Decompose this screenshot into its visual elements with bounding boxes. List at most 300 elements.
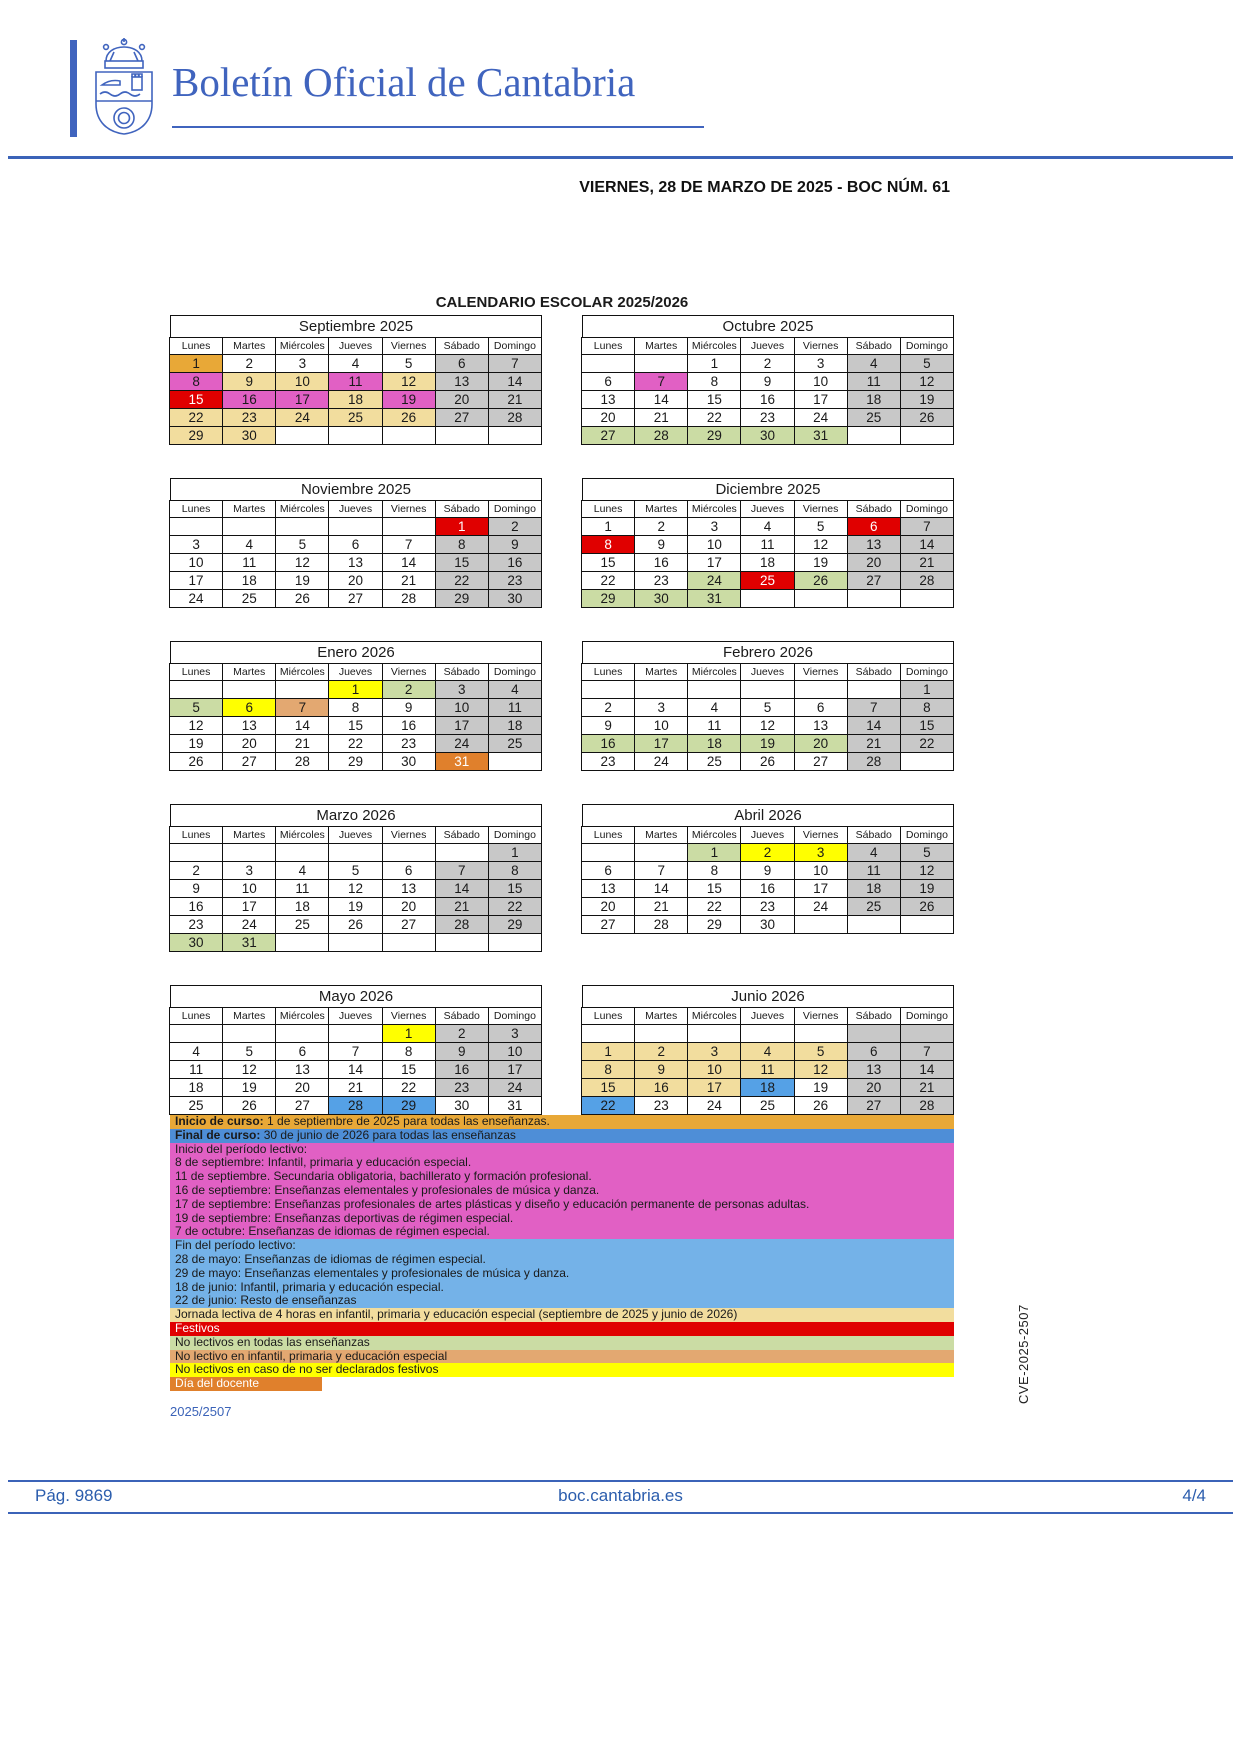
- day-cell: 24: [275, 408, 329, 427]
- weekday-header-cell: Lunes: [581, 1007, 635, 1025]
- day-cell: 21: [634, 408, 688, 427]
- legend-item: 18 de junio: Infantil, primaria y educación especial.: [170, 1281, 954, 1295]
- day-cell: 1: [488, 843, 542, 862]
- weekday-header-cell: Martes: [634, 1007, 688, 1025]
- day-cell: [740, 680, 794, 699]
- day-cell: 30: [222, 426, 276, 445]
- day-cell: 13: [581, 879, 635, 898]
- day-cell: 28: [900, 1096, 954, 1115]
- day-cell: 6: [222, 698, 276, 717]
- day-cell: 30: [169, 933, 223, 952]
- weekday-header-cell: Viernes: [794, 663, 848, 681]
- day-cell: 5: [382, 354, 436, 373]
- day-cell: 17: [435, 716, 489, 735]
- day-cell: [488, 426, 542, 445]
- day-cell: 24: [634, 752, 688, 771]
- day-cell: 5: [794, 517, 848, 536]
- day-cell: 12: [900, 861, 954, 880]
- weekday-header-cell: Miércoles: [275, 500, 329, 518]
- day-cell: 14: [900, 535, 954, 554]
- weekday-header-cell: Jueves: [328, 663, 382, 681]
- day-cell: 24: [794, 897, 848, 916]
- day-cell: 5: [275, 535, 329, 554]
- day-cell: [581, 843, 635, 862]
- day-cell: 9: [169, 879, 223, 898]
- day-cell: 26: [794, 1096, 848, 1115]
- day-cell: 9: [634, 535, 688, 554]
- legend-item: 16 de septiembre: Enseñanzas elementales y profesionales de música y danza.: [170, 1184, 954, 1198]
- day-cell: 20: [794, 734, 848, 753]
- day-cell: 18: [687, 734, 741, 753]
- day-cell: [794, 680, 848, 699]
- day-cell: 2: [634, 1042, 688, 1061]
- month-title: Diciembre 2025: [582, 478, 954, 501]
- legend-item: 22 de junio: Resto de enseñanzas: [170, 1294, 954, 1308]
- weekday-header-cell: Miércoles: [275, 663, 329, 681]
- weekday-header-cell: Lunes: [169, 663, 223, 681]
- weekday-header-cell: Miércoles: [687, 826, 741, 844]
- weekday-header-cell: Viernes: [382, 826, 436, 844]
- day-cell: [847, 426, 901, 445]
- day-cell: 21: [634, 897, 688, 916]
- day-cell: [634, 680, 688, 699]
- day-cell: 12: [328, 879, 382, 898]
- day-cell: 5: [900, 354, 954, 373]
- day-cell: 27: [581, 915, 635, 934]
- day-cell: 7: [435, 861, 489, 880]
- day-cell: 15: [328, 716, 382, 735]
- month-table: [170, 641, 542, 771]
- legend-item: 8 de septiembre: Infantil, primaria y educación especial.: [170, 1156, 954, 1170]
- day-cell: [581, 354, 635, 373]
- day-cell: 30: [740, 426, 794, 445]
- day-cell: [900, 589, 954, 608]
- month-table: [170, 985, 542, 1115]
- day-cell: 25: [169, 1096, 223, 1115]
- day-cell: [382, 933, 436, 952]
- weekday-header-cell: Lunes: [169, 1007, 223, 1025]
- month-title: Marzo 2026: [170, 804, 542, 827]
- day-cell: 7: [900, 1042, 954, 1061]
- day-cell: 14: [382, 553, 436, 572]
- day-cell: 13: [382, 879, 436, 898]
- day-cell: [275, 426, 329, 445]
- month-table: [582, 641, 954, 771]
- weekday-header-cell: Lunes: [169, 500, 223, 518]
- weekday-header-cell: Viernes: [382, 1007, 436, 1025]
- month-title: Enero 2026: [170, 641, 542, 664]
- day-cell: 6: [581, 372, 635, 391]
- day-cell: [740, 589, 794, 608]
- day-cell: 18: [847, 390, 901, 409]
- day-cell: 7: [382, 535, 436, 554]
- day-cell: 9: [581, 716, 635, 735]
- weekday-header-cell: Jueves: [328, 337, 382, 355]
- day-cell: 7: [328, 1042, 382, 1061]
- weekday-header-cell: Viernes: [382, 663, 436, 681]
- day-cell: 13: [275, 1060, 329, 1079]
- day-cell: 18: [488, 716, 542, 735]
- day-cell: 22: [435, 571, 489, 590]
- day-cell: 19: [740, 734, 794, 753]
- day-cell: 21: [847, 734, 901, 753]
- day-cell: 25: [275, 915, 329, 934]
- weekday-header-cell: Viernes: [794, 337, 848, 355]
- day-cell: 3: [634, 698, 688, 717]
- day-cell: 22: [328, 734, 382, 753]
- logo-vertical-bar: [70, 40, 77, 137]
- day-cell: 16: [435, 1060, 489, 1079]
- legend-item: 17 de septiembre: Enseñanzas profesionales de artes plásticas y diseño y educación permanente de personas adultas.: [170, 1198, 954, 1212]
- weekday-header-cell: Martes: [634, 826, 688, 844]
- weekday-header-cell: Domingo: [488, 663, 542, 681]
- day-cell: 8: [900, 698, 954, 717]
- month-title: Junio 2026: [582, 985, 954, 1008]
- day-cell: [634, 1024, 688, 1043]
- day-cell: 31: [222, 933, 276, 952]
- day-cell: 16: [740, 879, 794, 898]
- legend-item: Final de curso: 30 de junio de 2026 para todas las enseñanzas: [170, 1129, 954, 1143]
- day-cell: 15: [169, 390, 223, 409]
- day-cell: 22: [900, 734, 954, 753]
- day-cell: 3: [222, 861, 276, 880]
- day-cell: [328, 933, 382, 952]
- weekday-header-cell: Viernes: [382, 337, 436, 355]
- weekday-header-cell: Martes: [634, 663, 688, 681]
- day-cell: 1: [382, 1024, 436, 1043]
- weekday-header-cell: Domingo: [488, 337, 542, 355]
- day-cell: 20: [435, 390, 489, 409]
- legend-item: Inicio de curso: 1 de septiembre de 2025 para todas las enseñanzas.: [170, 1115, 954, 1129]
- page-indicator: 4/4: [1182, 1486, 1206, 1505]
- day-cell: 31: [488, 1096, 542, 1115]
- day-cell: 21: [382, 571, 436, 590]
- day-cell: 26: [900, 897, 954, 916]
- day-cell: 27: [794, 752, 848, 771]
- day-cell: [740, 1024, 794, 1043]
- day-cell: 3: [275, 354, 329, 373]
- day-cell: 13: [794, 716, 848, 735]
- day-cell: [275, 680, 329, 699]
- legend-item: Día del docente: [170, 1377, 322, 1391]
- day-cell: [275, 1024, 329, 1043]
- day-cell: 9: [740, 372, 794, 391]
- calendar-grid: [170, 315, 954, 1133]
- day-cell: 17: [794, 390, 848, 409]
- day-cell: 14: [900, 1060, 954, 1079]
- day-cell: [382, 517, 436, 536]
- weekday-header-cell: Martes: [222, 1007, 276, 1025]
- day-cell: 15: [581, 1078, 635, 1097]
- day-cell: 19: [794, 553, 848, 572]
- day-cell: 4: [275, 861, 329, 880]
- day-cell: 17: [687, 1078, 741, 1097]
- day-cell: 21: [488, 390, 542, 409]
- day-cell: 21: [275, 734, 329, 753]
- day-cell: [900, 915, 954, 934]
- month-table: [582, 985, 954, 1133]
- day-cell: 29: [488, 915, 542, 934]
- day-cell: [847, 589, 901, 608]
- weekday-header-cell: Sábado: [435, 337, 489, 355]
- day-cell: [169, 680, 223, 699]
- day-cell: 5: [740, 698, 794, 717]
- day-cell: 22: [382, 1078, 436, 1097]
- weekday-header-cell: Domingo: [900, 663, 954, 681]
- weekday-header-cell: Lunes: [581, 826, 635, 844]
- day-cell: 2: [435, 1024, 489, 1043]
- weekday-header-cell: Lunes: [169, 826, 223, 844]
- day-cell: 23: [382, 734, 436, 753]
- calendar-title: CALENDARIO ESCOLAR 2025/2026: [435, 294, 689, 311]
- day-cell: 2: [740, 843, 794, 862]
- day-cell: 20: [382, 897, 436, 916]
- day-cell: 30: [488, 589, 542, 608]
- day-cell: 4: [222, 535, 276, 554]
- day-cell: 2: [169, 861, 223, 880]
- day-cell: 29: [328, 752, 382, 771]
- day-cell: 15: [900, 716, 954, 735]
- day-cell: 3: [687, 1042, 741, 1061]
- day-cell: 1: [169, 354, 223, 373]
- day-cell: 12: [222, 1060, 276, 1079]
- day-cell: 6: [435, 354, 489, 373]
- day-cell: 24: [687, 571, 741, 590]
- day-cell: 27: [222, 752, 276, 771]
- weekday-header-cell: Viernes: [382, 500, 436, 518]
- weekday-header-cell: Domingo: [900, 500, 954, 518]
- day-cell: 23: [740, 897, 794, 916]
- weekday-header-cell: Jueves: [328, 500, 382, 518]
- day-cell: [222, 1024, 276, 1043]
- footer-rule-bottom: [8, 1512, 1233, 1514]
- day-cell: 26: [222, 1096, 276, 1115]
- weekday-header-cell: Domingo: [488, 500, 542, 518]
- day-cell: [488, 933, 542, 952]
- legend-item: 11 de septiembre. Secundaria obligatoria, bachillerato y formación profesional.: [170, 1170, 954, 1184]
- day-cell: 23: [435, 1078, 489, 1097]
- day-cell: 15: [435, 553, 489, 572]
- day-cell: 29: [687, 426, 741, 445]
- legend-item: 7 de octubre: Enseñanzas de idiomas de régimen especial.: [170, 1225, 954, 1239]
- day-cell: 22: [687, 897, 741, 916]
- day-cell: 21: [900, 553, 954, 572]
- day-cell: 20: [275, 1078, 329, 1097]
- day-cell: 3: [794, 843, 848, 862]
- day-cell: [794, 589, 848, 608]
- day-cell: 26: [740, 752, 794, 771]
- weekday-header-cell: Lunes: [169, 337, 223, 355]
- day-cell: 25: [847, 408, 901, 427]
- day-cell: 20: [847, 1078, 901, 1097]
- day-cell: 18: [740, 553, 794, 572]
- weekday-header-cell: Jueves: [740, 826, 794, 844]
- legend-item: No lectivos en caso de no ser declarados festivos: [170, 1363, 954, 1377]
- day-cell: 26: [275, 589, 329, 608]
- month-table: [582, 315, 954, 445]
- day-cell: 27: [275, 1096, 329, 1115]
- header-rule: [8, 156, 1233, 159]
- weekday-header-cell: Martes: [222, 337, 276, 355]
- day-cell: 14: [634, 879, 688, 898]
- day-cell: 17: [275, 390, 329, 409]
- day-cell: 29: [169, 426, 223, 445]
- day-cell: 25: [847, 897, 901, 916]
- legend-item: No lectivos en todas las enseñanzas: [170, 1336, 954, 1350]
- day-cell: 15: [687, 879, 741, 898]
- day-cell: 8: [435, 535, 489, 554]
- day-cell: 11: [687, 716, 741, 735]
- day-cell: 25: [488, 734, 542, 753]
- day-cell: 15: [488, 879, 542, 898]
- weekday-header-cell: Martes: [634, 337, 688, 355]
- day-cell: 14: [275, 716, 329, 735]
- day-cell: 28: [900, 571, 954, 590]
- day-cell: 15: [581, 553, 635, 572]
- day-cell: 1: [581, 1042, 635, 1061]
- day-cell: 12: [740, 716, 794, 735]
- weekday-header-cell: Sábado: [435, 1007, 489, 1025]
- day-cell: 5: [794, 1042, 848, 1061]
- day-cell: 18: [847, 879, 901, 898]
- legend-item: Inicio del período lectivo:: [170, 1143, 954, 1157]
- day-cell: 27: [328, 589, 382, 608]
- weekday-header-cell: Viernes: [794, 826, 848, 844]
- day-cell: 24: [222, 915, 276, 934]
- legend-item: 29 de mayo: Enseñanzas elementales y profesionales de música y danza.: [170, 1267, 954, 1281]
- day-cell: 19: [222, 1078, 276, 1097]
- day-cell: 24: [169, 589, 223, 608]
- day-cell: 16: [634, 553, 688, 572]
- day-cell: 3: [169, 535, 223, 554]
- month-table: [170, 315, 542, 445]
- weekday-header-cell: Jueves: [328, 826, 382, 844]
- weekday-header-cell: Jueves: [328, 1007, 382, 1025]
- day-cell: 6: [328, 535, 382, 554]
- day-cell: 17: [634, 734, 688, 753]
- day-cell: [328, 426, 382, 445]
- day-cell: [581, 680, 635, 699]
- weekday-header-cell: Sábado: [847, 500, 901, 518]
- day-cell: 10: [794, 372, 848, 391]
- month-title: Mayo 2026: [170, 985, 542, 1008]
- day-cell: 28: [435, 915, 489, 934]
- weekday-header-cell: Sábado: [435, 500, 489, 518]
- footer-rule-top: [8, 1480, 1233, 1482]
- weekday-header-cell: Jueves: [740, 500, 794, 518]
- day-cell: 30: [634, 589, 688, 608]
- day-cell: 14: [847, 716, 901, 735]
- day-cell: 6: [847, 517, 901, 536]
- weekday-header-cell: Martes: [222, 826, 276, 844]
- day-cell: [222, 843, 276, 862]
- day-cell: 28: [382, 589, 436, 608]
- day-cell: 20: [581, 897, 635, 916]
- day-cell: 13: [328, 553, 382, 572]
- day-cell: 3: [794, 354, 848, 373]
- day-cell: 11: [275, 879, 329, 898]
- day-cell: 3: [488, 1024, 542, 1043]
- day-cell: 19: [900, 879, 954, 898]
- day-cell: 9: [435, 1042, 489, 1061]
- day-cell: 9: [634, 1060, 688, 1079]
- day-cell: 3: [435, 680, 489, 699]
- month-title: Octubre 2025: [582, 315, 954, 338]
- day-cell: 2: [382, 680, 436, 699]
- day-cell: [634, 354, 688, 373]
- day-cell: 23: [488, 571, 542, 590]
- day-cell: 10: [794, 861, 848, 880]
- day-cell: 26: [900, 408, 954, 427]
- day-cell: 23: [581, 752, 635, 771]
- day-cell: 8: [488, 861, 542, 880]
- month-table: [170, 804, 542, 952]
- weekday-header-cell: Domingo: [900, 1007, 954, 1025]
- weekday-header-cell: Jueves: [740, 337, 794, 355]
- day-cell: 30: [435, 1096, 489, 1115]
- day-cell: [794, 1024, 848, 1043]
- day-cell: [687, 680, 741, 699]
- day-cell: 2: [222, 354, 276, 373]
- weekday-header-cell: Martes: [222, 663, 276, 681]
- day-cell: [328, 1024, 382, 1043]
- day-cell: 30: [740, 915, 794, 934]
- day-cell: 8: [581, 535, 635, 554]
- day-cell: 31: [794, 426, 848, 445]
- day-cell: 14: [328, 1060, 382, 1079]
- day-cell: 12: [382, 372, 436, 391]
- weekday-header-cell: Miércoles: [687, 337, 741, 355]
- day-cell: 29: [382, 1096, 436, 1115]
- day-cell: 1: [687, 843, 741, 862]
- weekday-header-cell: Martes: [634, 500, 688, 518]
- legend-item: 19 de septiembre: Enseñanzas deportivas de régimen especial.: [170, 1212, 954, 1226]
- day-cell: 4: [740, 1042, 794, 1061]
- day-cell: 21: [328, 1078, 382, 1097]
- day-cell: [222, 680, 276, 699]
- day-cell: 20: [581, 408, 635, 427]
- legend-item: No lectivo en infantil, primaria y educación especial: [170, 1350, 954, 1364]
- day-cell: 25: [687, 752, 741, 771]
- day-cell: [169, 843, 223, 862]
- day-cell: 11: [740, 1060, 794, 1079]
- day-cell: 4: [847, 354, 901, 373]
- day-cell: [581, 1024, 635, 1043]
- day-cell: 15: [382, 1060, 436, 1079]
- day-cell: 24: [488, 1078, 542, 1097]
- cve-number: CVE-2025-2507: [1016, 1304, 1031, 1404]
- day-cell: 14: [435, 879, 489, 898]
- day-cell: 4: [687, 698, 741, 717]
- day-cell: 2: [740, 354, 794, 373]
- weekday-header-cell: Martes: [222, 500, 276, 518]
- day-cell: 10: [169, 553, 223, 572]
- weekday-header-cell: Viernes: [794, 500, 848, 518]
- day-cell: 8: [169, 372, 223, 391]
- day-cell: [435, 843, 489, 862]
- day-cell: 11: [740, 535, 794, 554]
- weekday-header-cell: Miércoles: [275, 337, 329, 355]
- day-cell: 10: [687, 1060, 741, 1079]
- day-cell: 29: [435, 589, 489, 608]
- day-cell: 5: [222, 1042, 276, 1061]
- day-cell: 8: [382, 1042, 436, 1061]
- day-cell: 11: [488, 698, 542, 717]
- weekday-header-cell: Sábado: [435, 663, 489, 681]
- day-cell: 3: [687, 517, 741, 536]
- day-cell: 6: [847, 1042, 901, 1061]
- day-cell: 7: [900, 517, 954, 536]
